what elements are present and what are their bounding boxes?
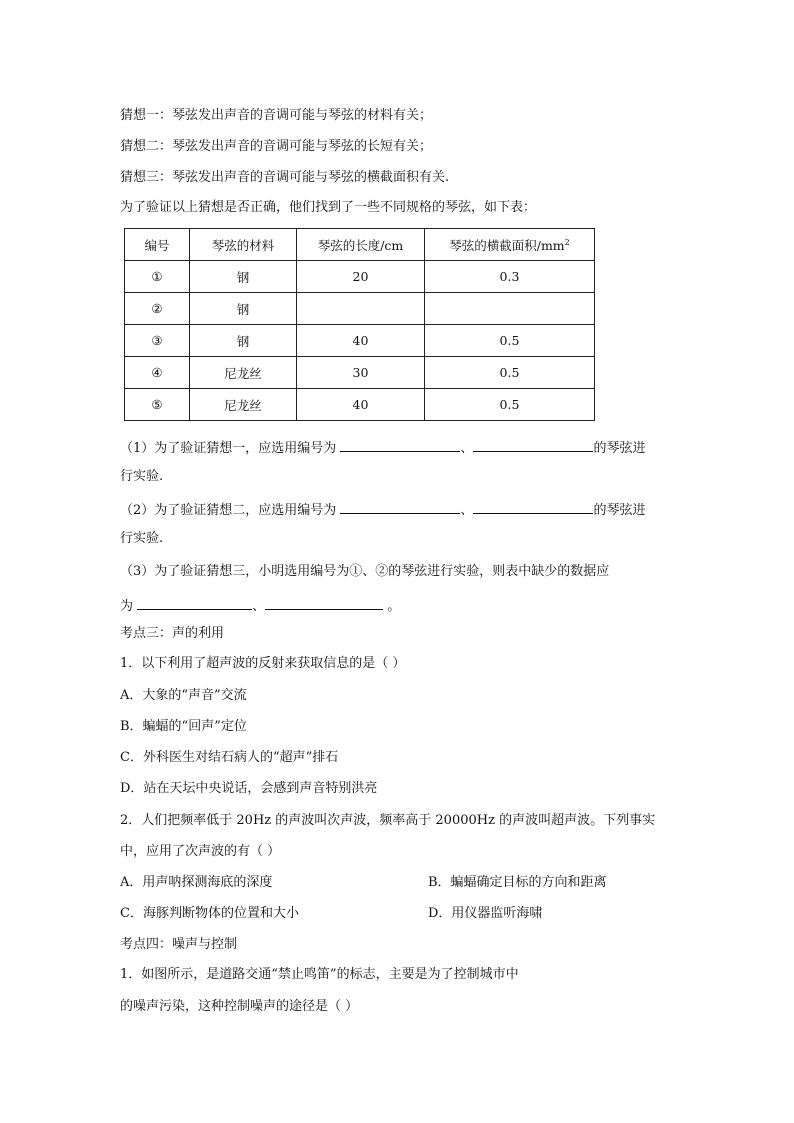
table-cell: [425, 293, 595, 325]
answer-blank[interactable]: [473, 438, 593, 452]
table-cell: 尼龙丝: [190, 389, 297, 421]
table-cell: ④: [125, 357, 190, 389]
table-cell: ⑤: [125, 389, 190, 421]
table-cell: 20: [297, 261, 425, 293]
header-area-unit-exponent: 2: [564, 237, 570, 247]
hypothesis-1: 猜想一：琴弦发出声音的音调可能与琴弦的材料有关；: [120, 108, 433, 123]
sub-question-3-answer-line: [120, 596, 400, 615]
table-cell: ②: [125, 293, 190, 325]
s3-question-2-stem-line2: 中，应用了次声波的有（ ）: [120, 844, 281, 859]
header-cell: 琴弦的材料: [190, 229, 297, 261]
table-cell: 30: [297, 357, 425, 389]
section-4-title: 考点四：噪声与控制: [120, 937, 238, 952]
sub-question-3-suffix: 。: [387, 599, 401, 614]
s3-question-2-stem-line1: 2．人们把频率低于 20Hz 的声波叫次声波，频率高于 20000Hz 的声波叫超声波。下列事实: [120, 813, 656, 828]
table-row: [125, 357, 595, 389]
header-cell: 编号: [125, 229, 190, 261]
header-cell: [425, 229, 595, 261]
answer-blank[interactable]: [340, 500, 460, 514]
header-cell: 琴弦的长度/cm: [297, 229, 425, 261]
table-cell: 0.5: [425, 325, 595, 357]
sub-question-2: [120, 500, 645, 519]
table-cell: 0.5: [425, 357, 595, 389]
table-cell: 尼龙丝: [190, 357, 297, 389]
section-3-title: 考点三：声的利用: [120, 626, 225, 641]
sub-question-1-prefix: （1）为了验证猜想一，应选用编号为: [120, 441, 337, 456]
s3-q1-option-d[interactable]: D．站在天坛中央说话，会感到声音特别洪亮: [120, 781, 378, 796]
string-spec-table: [124, 228, 595, 421]
answer-blank[interactable]: [473, 500, 593, 514]
table-row: [125, 389, 595, 421]
s3-q2-option-c[interactable]: C．海豚判断物体的位置和大小: [120, 906, 299, 921]
answer-blank[interactable]: [137, 596, 252, 610]
s3-q1-option-a[interactable]: A．大象的“声音”交流: [120, 688, 247, 703]
table-cell: 0.5: [425, 389, 595, 421]
separator: 、: [460, 441, 474, 456]
table-row: [125, 261, 595, 293]
table-row: [125, 293, 595, 325]
s4-question-1-line2: 的噪声污染，这种控制噪声的途径是（ ）: [120, 999, 359, 1014]
sub-question-2-suffix: 的琴弦进: [593, 503, 646, 518]
table-cell: 钢: [190, 325, 297, 357]
s3-q2-option-b[interactable]: B．蝙蝠确定目标的方向和距离: [428, 875, 607, 890]
header-area-label: 琴弦的横截面积/mm: [449, 237, 565, 253]
answer-blank[interactable]: [340, 438, 460, 452]
table-cell: 0.3: [425, 261, 595, 293]
s3-q1-option-c[interactable]: C．外科医生对结石病人的“超声”排石: [120, 750, 339, 765]
separator: 、: [252, 599, 266, 614]
hypothesis-2: 猜想二：琴弦发出声音的音调可能与琴弦的长短有关；: [120, 139, 433, 154]
sub-question-1: [120, 438, 645, 457]
s3-q2-option-a[interactable]: A．用声呐探测海底的深度: [120, 875, 273, 890]
sub-question-1-cont: 行实验.: [120, 469, 164, 484]
hypothesis-3: 猜想三：琴弦发出声音的音调可能与琴弦的横截面积有关.: [120, 170, 450, 185]
s3-question-1-stem: 1．以下利用了超声波的反射来获取信息的是（ ）: [120, 656, 406, 671]
table-row: [125, 325, 595, 357]
table-cell: 40: [297, 389, 425, 421]
sub-question-2-prefix: （2）为了验证猜想二，应选用编号为: [120, 503, 337, 518]
sub-question-3: （3）为了验证猜想三，小明选用编号为①、②的琴弦进行实验，则表中缺少的数据应: [120, 564, 610, 579]
s3-q1-option-b[interactable]: B．蝙蝠的“回声”定位: [120, 719, 247, 734]
sub-question-2-cont: 行实验.: [120, 531, 164, 546]
table-cell: 钢: [190, 293, 297, 325]
table-cell: [297, 293, 425, 325]
table-cell: ①: [125, 261, 190, 293]
table-cell: ③: [125, 325, 190, 357]
table-header-row: [125, 229, 595, 261]
table-cell: 钢: [190, 261, 297, 293]
answer-blank[interactable]: [265, 596, 383, 610]
table-intro: 为了验证以上猜想是否正确，他们找到了一些不同规格的琴弦，如下表：: [120, 200, 537, 215]
table-cell: 40: [297, 325, 425, 357]
s4-question-1-line1: 1．如图所示，是道路交通“禁止鸣笛”的标志，主要是为了控制城市中: [120, 967, 519, 982]
sub-question-3-prefix: 为: [120, 599, 134, 614]
sub-question-1-suffix: 的琴弦进: [593, 441, 646, 456]
s3-q2-option-d[interactable]: D．用仪器监听海啸: [428, 906, 543, 921]
separator: 、: [460, 503, 474, 518]
